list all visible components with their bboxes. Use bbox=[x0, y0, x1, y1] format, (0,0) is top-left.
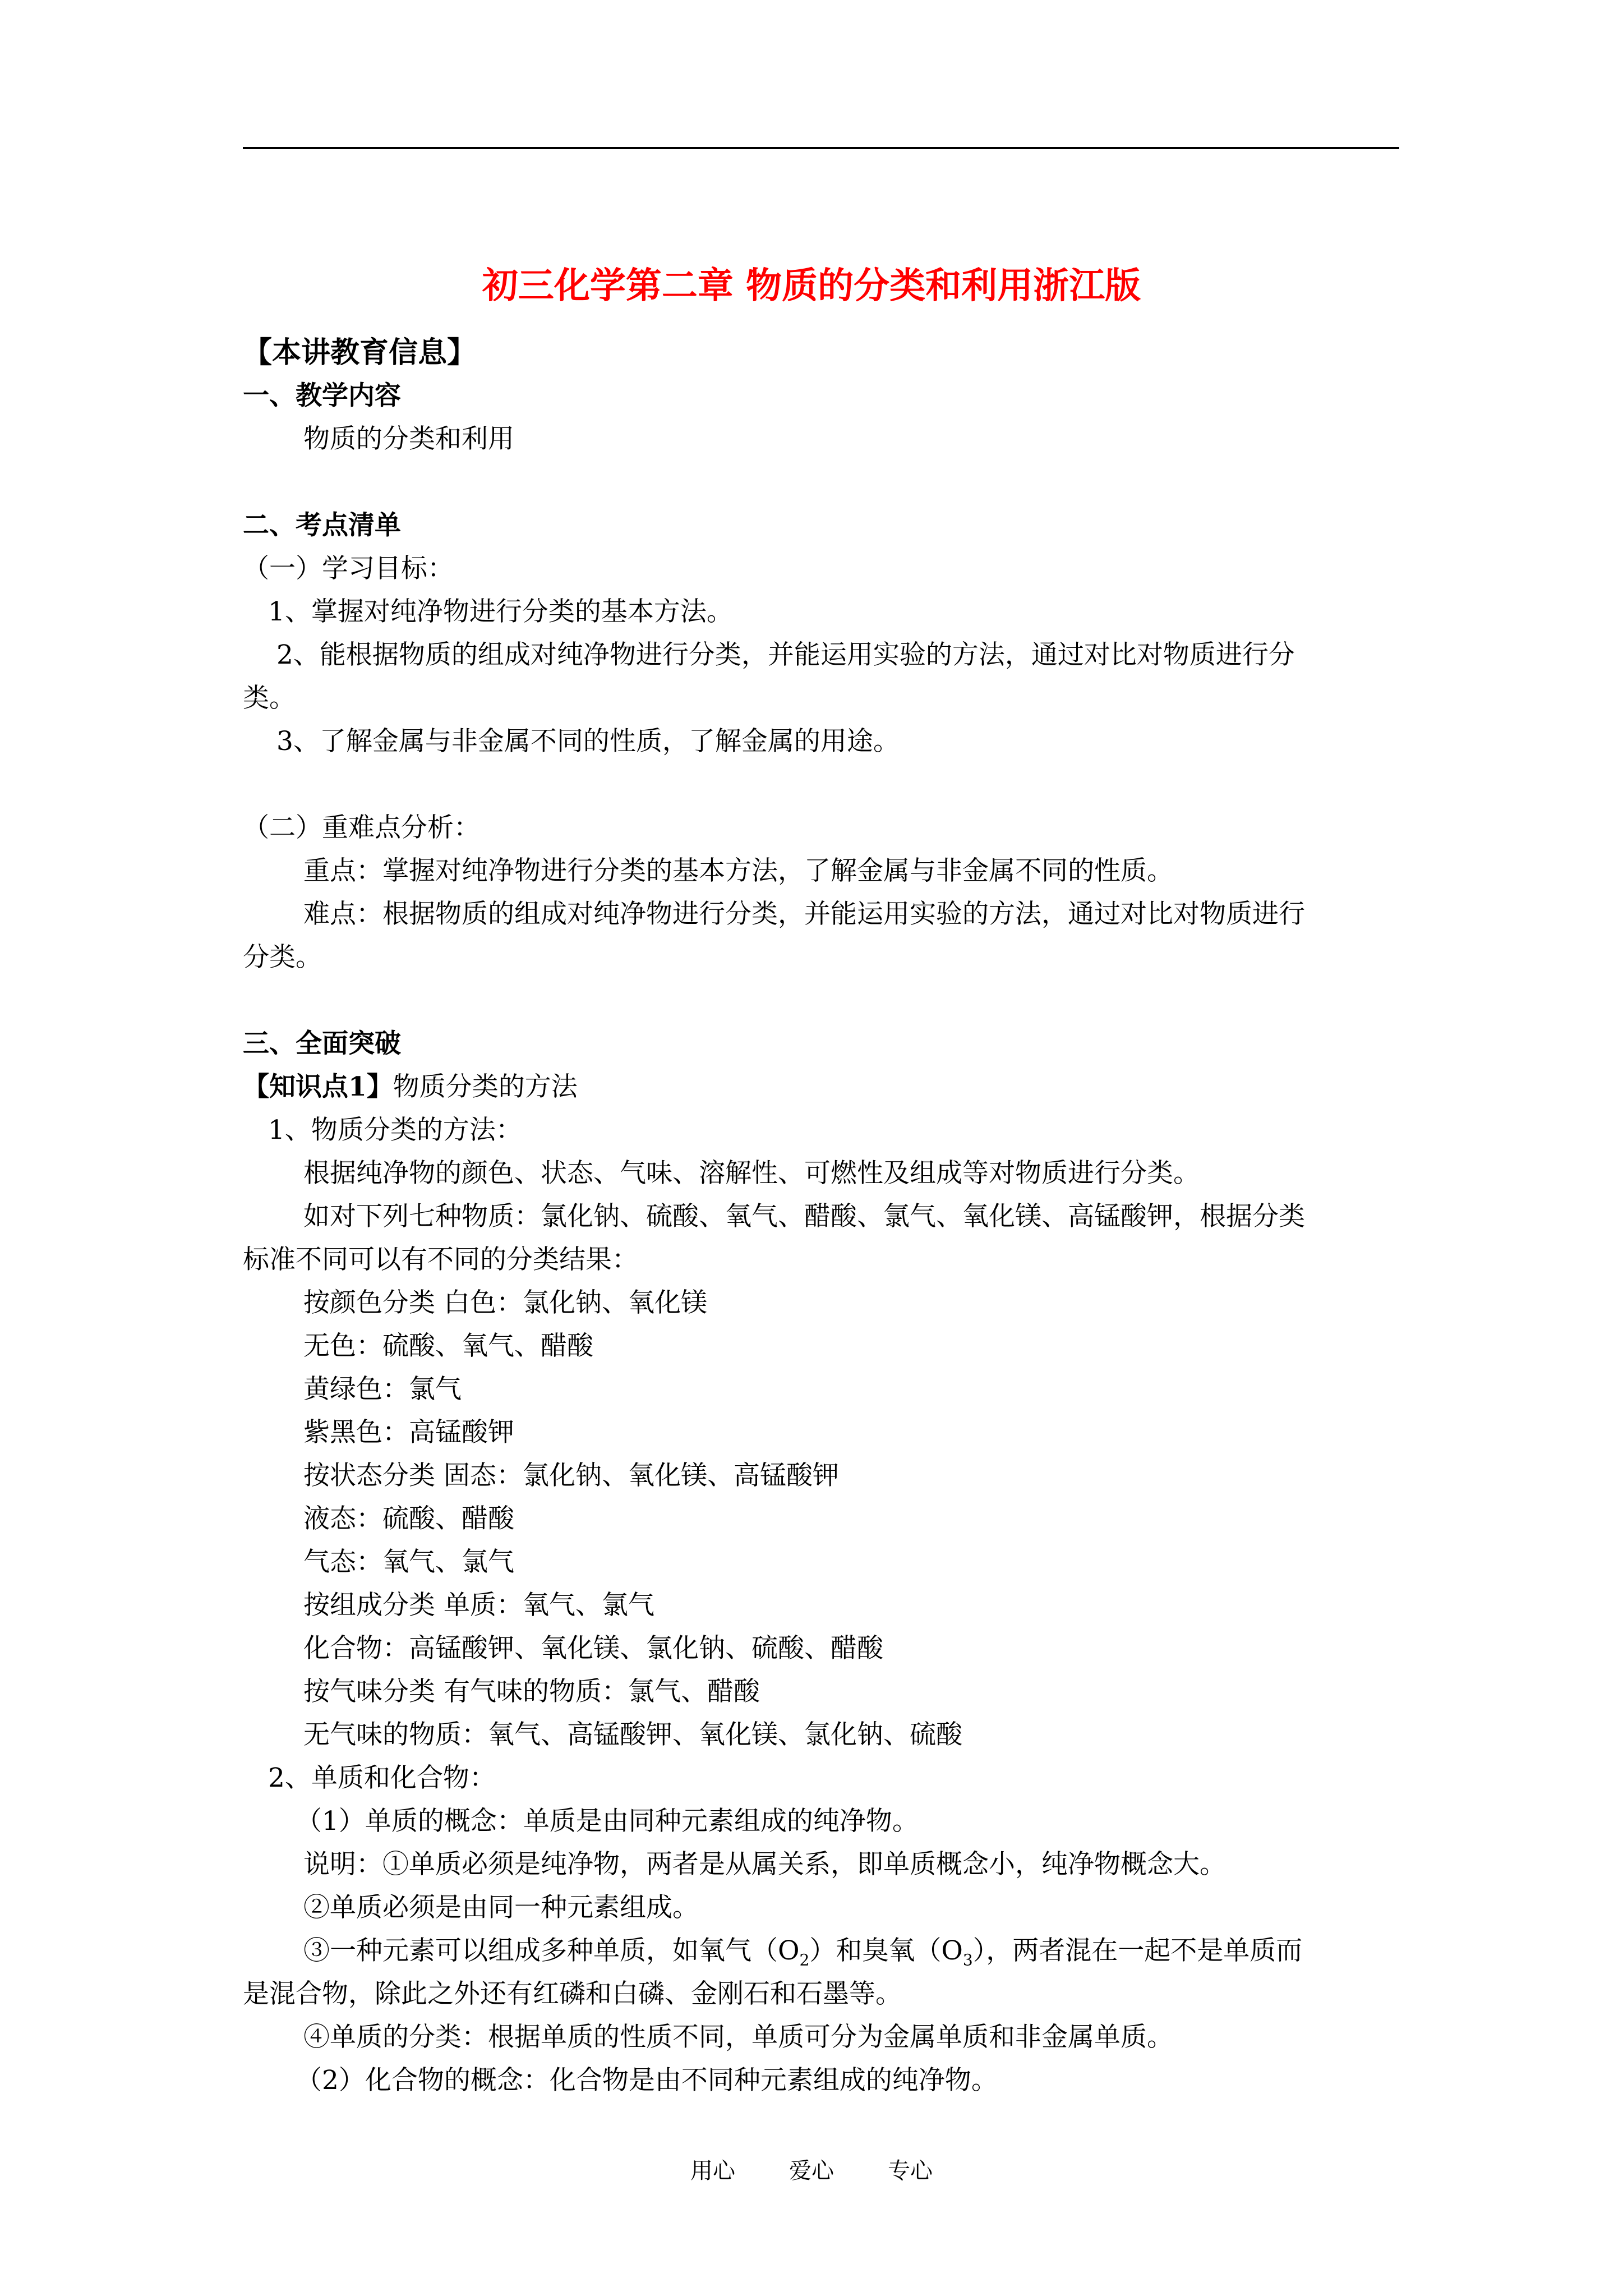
element-definition: （1）单质的概念：单质是由同种元素组成的纯净物。 bbox=[296, 1806, 919, 1837]
state-class-3: 气态：氧气、氯气 bbox=[303, 1547, 514, 1577]
knowledge-point-title: 物质分类的方法 bbox=[393, 1071, 578, 1102]
note-4: ④单质的分类：根据单质的性质不同，单质可分为金属单质和非金属单质。 bbox=[303, 2022, 1173, 2053]
method-para-2-line-2: 标准不同可以有不同的分类结果： bbox=[243, 1244, 638, 1275]
header-rule bbox=[243, 147, 1399, 149]
method-para-1: 根据纯净物的颜色、状态、气味、溶解性、可燃性及组成等对物质进行分类。 bbox=[303, 1158, 1200, 1189]
section-1-heading: 一、教学内容 bbox=[243, 380, 401, 411]
knowledge-point-tag: 【知识点1】 bbox=[243, 1071, 393, 1102]
composition-class-2: 化合物：高锰酸钾、氧化镁、氯化钠、硫酸、醋酸 bbox=[303, 1633, 883, 1664]
goal-2-line-2: 类。 bbox=[243, 683, 296, 714]
note-1: 说明：①单质必须是纯净物，两者是从属关系，即单质概念小，纯净物概念大。 bbox=[303, 1849, 1226, 1880]
section-2-heading: 二、考点清单 bbox=[243, 510, 401, 541]
color-class-3: 黄绿色：氯气 bbox=[303, 1374, 462, 1405]
note-2: ②单质必须是由同一种元素组成。 bbox=[303, 1892, 699, 1923]
composition-class-1: 按组成分类 单质：氧气、氯气 bbox=[303, 1590, 654, 1621]
page-footer bbox=[0, 2153, 1623, 2185]
note-3-text-a: ③一种元素可以组成多种单质，如氧气（O bbox=[303, 1935, 800, 1966]
method-para-2-line-1: 如对下列七种物质：氯化钠、硫酸、氧气、醋酸、氯气、氧化镁、高锰酸钾，根据分类 bbox=[303, 1201, 1305, 1232]
note-3-line-1 bbox=[243, 1929, 1399, 1972]
goal-1: 1、掌握对纯净物进行分类的基本方法。 bbox=[268, 596, 733, 627]
note-3-text-c: ），两者混在一起不是单质而 bbox=[972, 1935, 1303, 1966]
difficult-point-line-2: 分类。 bbox=[243, 942, 322, 973]
document-body bbox=[243, 331, 1399, 2102]
odor-class-2: 无气味的物质：氧气、高锰酸钾、氧化镁、氯化钠、硫酸 bbox=[303, 1719, 962, 1750]
color-class-4: 紫黑色：高锰酸钾 bbox=[303, 1417, 514, 1448]
goal-3: 3、了解金属与非金属不同的性质，了解金属的用途。 bbox=[276, 726, 900, 757]
subsection-key-points: （二）重难点分析： bbox=[243, 812, 480, 843]
section-1-content: 物质的分类和利用 bbox=[303, 424, 514, 454]
subsection-goals: （一）学习目标： bbox=[243, 553, 454, 584]
compound-definition: （2）化合物的概念：化合物是由不同种元素组成的纯净物。 bbox=[296, 2065, 998, 2096]
subscript-3: 3 bbox=[962, 1950, 973, 1970]
footer-word-3: 专心 bbox=[888, 2158, 933, 2184]
document-title: 初三化学第二章 物质的分类和利用浙江版 bbox=[482, 265, 1141, 307]
goal-2-line-1: 2、能根据物质的组成对纯净物进行分类，并能运用实验的方法，通过对比对物质进行分 bbox=[276, 639, 1295, 670]
section-3-heading: 三、全面突破 bbox=[243, 1028, 401, 1059]
difficult-point-line-1: 难点：根据物质的组成对纯净物进行分类，并能运用实验的方法，通过对比对物质进行 bbox=[303, 899, 1305, 930]
subscript-2: 2 bbox=[799, 1950, 810, 1970]
element-compound-heading: 2、单质和化合物： bbox=[268, 1763, 496, 1793]
footer-word-2: 爱心 bbox=[789, 2158, 834, 2184]
color-class-1: 按颜色分类 白色：氯化钠、氧化镁 bbox=[303, 1287, 707, 1318]
state-class-2: 液态：硫酸、醋酸 bbox=[303, 1503, 514, 1534]
state-class-1: 按状态分类 固态：氯化钠、氧化镁、高锰酸钾 bbox=[303, 1460, 839, 1491]
color-class-2: 无色：硫酸、氧气、醋酸 bbox=[303, 1331, 593, 1361]
note-3-text-b: ）和臭氧（O bbox=[809, 1935, 963, 1966]
knowledge-point-1 bbox=[243, 1065, 1399, 1108]
note-3-line-2: 是混合物，除此之外还有红磷和白磷、金刚石和石墨等。 bbox=[243, 1978, 902, 2009]
odor-class-1: 按气味分类 有气味的物质：氯气、醋酸 bbox=[303, 1676, 760, 1707]
footer-word-1: 用心 bbox=[690, 2158, 735, 2184]
key-point: 重点：掌握对纯净物进行分类的基本方法，了解金属与非金属不同的性质。 bbox=[303, 855, 1173, 886]
info-heading: 【本讲教育信息】 bbox=[243, 335, 477, 370]
method-heading: 1、物质分类的方法： bbox=[268, 1115, 522, 1145]
